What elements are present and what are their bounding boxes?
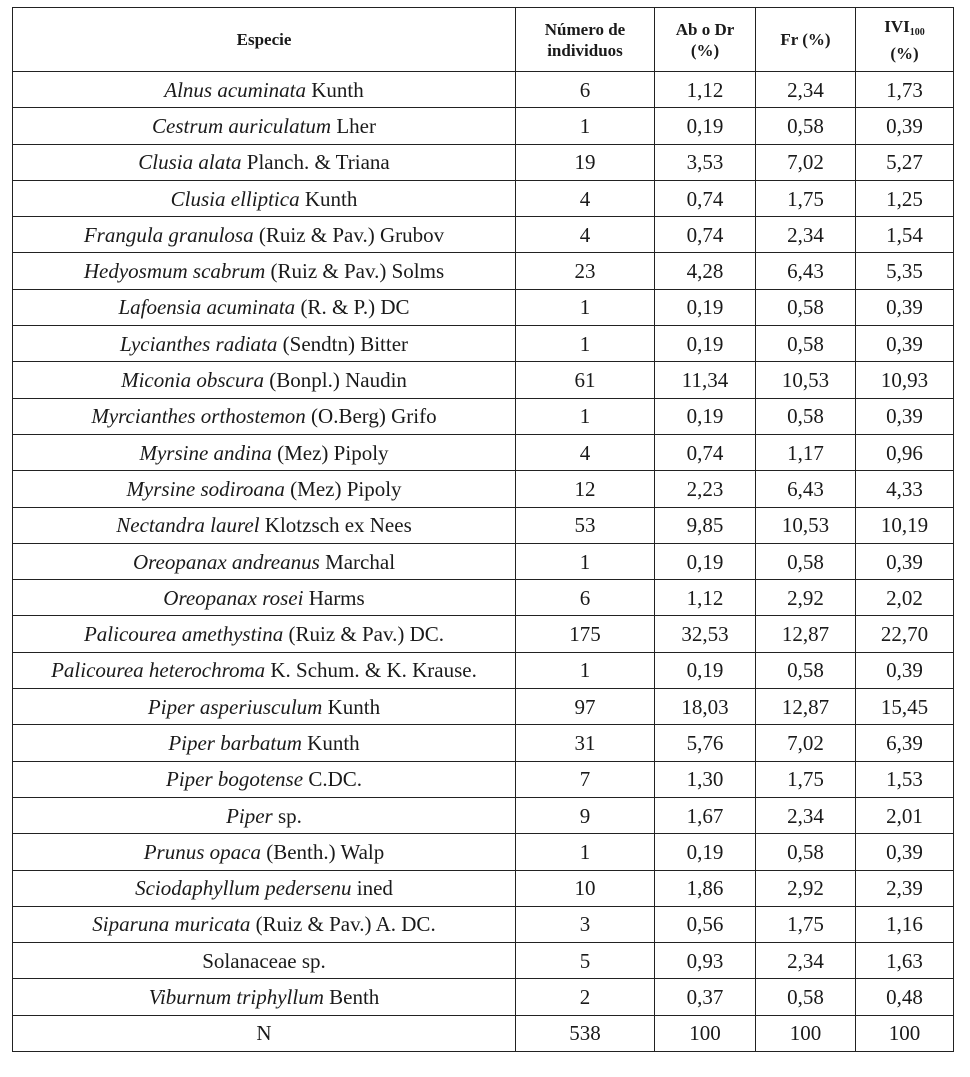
individuos-cell: 31 xyxy=(516,725,655,761)
species-italic-name: Oreopanax andreanus xyxy=(132,549,320,574)
species-italic-name: Miconia obscura xyxy=(121,368,264,393)
individuos-cell: 12 xyxy=(516,471,655,507)
species-author: Planch. & Triana xyxy=(241,150,390,175)
table-body xyxy=(13,72,954,1016)
species-author: Solanaceae sp. xyxy=(202,948,326,973)
ivi-cell: 0,39 xyxy=(856,289,954,325)
ab-dr-cell: 2,23 xyxy=(655,471,756,507)
table-row xyxy=(13,398,954,434)
ab-dr-cell: 1,12 xyxy=(655,580,756,616)
ab-dr-cell: 11,34 xyxy=(655,362,756,398)
individuos-cell: 7 xyxy=(516,761,655,797)
ab-dr-cell: 0,74 xyxy=(655,434,756,470)
species-italic-name: Clusia elliptica xyxy=(170,186,300,211)
ab-dr-cell: 1,86 xyxy=(655,870,756,906)
species-author: (O.Berg) Grifo xyxy=(305,404,437,429)
fr-cell: 0,58 xyxy=(756,398,856,434)
species-italic-name: Myrsine sodiroana xyxy=(126,476,285,501)
ab-dr-cell: 0,93 xyxy=(655,943,756,979)
total-label: N xyxy=(13,1015,516,1051)
species-italic-name: Lycianthes radiata xyxy=(119,331,278,356)
fr-cell: 6,43 xyxy=(756,471,856,507)
species-italic-name: Hedyosmum scabrum xyxy=(83,259,266,284)
species-name-cell xyxy=(13,979,516,1015)
species-name-cell xyxy=(13,434,516,470)
ivi-cell: 1,53 xyxy=(856,761,954,797)
individuos-cell: 97 xyxy=(516,689,655,725)
fr-cell: 2,34 xyxy=(756,72,856,108)
ivi-cell: 1,25 xyxy=(856,180,954,216)
ab-dr-cell: 0,37 xyxy=(655,979,756,1015)
table-row xyxy=(13,652,954,688)
ab-dr-cell: 1,12 xyxy=(655,72,756,108)
ab-dr-cell: 1,30 xyxy=(655,761,756,797)
individuos-cell: 9 xyxy=(516,797,655,833)
species-author: Harms xyxy=(303,585,365,610)
fr-cell: 1,75 xyxy=(756,761,856,797)
species-name-cell xyxy=(13,108,516,144)
header-especie xyxy=(13,8,516,72)
species-italic-name: Nectandra laurel xyxy=(116,513,260,538)
ab-dr-cell: 32,53 xyxy=(655,616,756,652)
fr-cell: 0,58 xyxy=(756,326,856,362)
fr-cell: 0,58 xyxy=(756,834,856,870)
header-especie-label: Especie xyxy=(236,30,292,49)
ivi-cell: 0,39 xyxy=(856,326,954,362)
species-italic-name: Lafoensia acuminata xyxy=(118,295,296,320)
fr-cell: 0,58 xyxy=(756,108,856,144)
species-author: (R. & P.) DC xyxy=(295,295,410,320)
species-author: Marchal xyxy=(319,549,396,574)
table-row xyxy=(13,689,954,725)
fr-cell: 1,75 xyxy=(756,906,856,942)
species-author: (Sendtn) Bitter xyxy=(277,331,409,356)
table-header xyxy=(13,8,954,72)
fr-cell: 6,43 xyxy=(756,253,856,289)
individuos-cell: 175 xyxy=(516,616,655,652)
species-name-cell xyxy=(13,834,516,870)
table-row xyxy=(13,834,954,870)
fr-cell: 1,75 xyxy=(756,180,856,216)
fr-cell: 0,58 xyxy=(756,289,856,325)
table-row xyxy=(13,326,954,362)
species-name-cell xyxy=(13,616,516,652)
fr-cell: 0,58 xyxy=(756,979,856,1015)
table-row xyxy=(13,362,954,398)
species-italic-name: Piper xyxy=(226,803,273,828)
species-name-cell xyxy=(13,761,516,797)
fr-cell: 1,17 xyxy=(756,434,856,470)
ab-dr-cell: 0,19 xyxy=(655,108,756,144)
fr-cell: 12,87 xyxy=(756,689,856,725)
species-name-cell xyxy=(13,326,516,362)
species-author: Kunth xyxy=(306,77,364,102)
species-italic-name: Piper bogotense xyxy=(166,767,304,792)
species-author: (Mez) Pipoly xyxy=(284,476,402,501)
ab-dr-cell: 3,53 xyxy=(655,144,756,180)
species-author: Klotzsch ex Nees xyxy=(259,513,412,538)
fr-cell: 7,02 xyxy=(756,725,856,761)
header-fr-label: Fr (%) xyxy=(780,30,831,49)
table-footer xyxy=(13,1015,954,1051)
fr-cell: 2,92 xyxy=(756,580,856,616)
individuos-cell: 3 xyxy=(516,906,655,942)
species-author: Kunth xyxy=(299,186,358,211)
header-ivi xyxy=(856,8,954,72)
total-fr: 100 xyxy=(756,1015,856,1051)
species-name-cell xyxy=(13,72,516,108)
ivi-cell: 2,01 xyxy=(856,797,954,833)
table-row xyxy=(13,507,954,543)
header-ab-dr xyxy=(655,8,756,72)
table-row xyxy=(13,580,954,616)
ab-dr-cell: 0,74 xyxy=(655,180,756,216)
ivi-cell: 0,39 xyxy=(856,543,954,579)
table-row xyxy=(13,906,954,942)
fr-cell: 2,34 xyxy=(756,797,856,833)
individuos-cell: 6 xyxy=(516,72,655,108)
individuos-cell: 1 xyxy=(516,398,655,434)
ivi-cell: 2,02 xyxy=(856,580,954,616)
species-italic-name: Siparuna muricata xyxy=(92,912,251,937)
individuos-cell: 4 xyxy=(516,180,655,216)
ivi-cell: 2,39 xyxy=(856,870,954,906)
header-ab-line2: (%) xyxy=(690,40,720,60)
species-author: Lher xyxy=(331,113,376,138)
header-numero-line1: Número de xyxy=(544,19,626,39)
species-author: ined xyxy=(351,876,393,901)
species-italic-name: Oreopanax rosei xyxy=(163,585,304,610)
species-author: (Ruiz & Pav.) A. DC. xyxy=(250,912,436,937)
header-ivi-sub: 100 xyxy=(909,26,925,38)
table-row xyxy=(13,870,954,906)
species-name-cell xyxy=(13,689,516,725)
ab-dr-cell: 0,56 xyxy=(655,906,756,942)
species-name-cell xyxy=(13,797,516,833)
fr-cell: 2,92 xyxy=(756,870,856,906)
individuos-cell: 1 xyxy=(516,289,655,325)
species-name-cell xyxy=(13,180,516,216)
ivi-cell: 0,39 xyxy=(856,834,954,870)
header-numero-individuos xyxy=(516,8,655,72)
species-author: (Ruiz & Pav.) DC. xyxy=(283,622,445,647)
ivi-cell: 15,45 xyxy=(856,689,954,725)
header-fr xyxy=(756,8,856,72)
ab-dr-cell: 9,85 xyxy=(655,507,756,543)
ab-dr-cell: 0,19 xyxy=(655,326,756,362)
fr-cell: 2,34 xyxy=(756,217,856,253)
individuos-cell: 10 xyxy=(516,870,655,906)
species-author: (Bonpl.) Naudin xyxy=(264,368,407,393)
fr-cell: 10,53 xyxy=(756,507,856,543)
species-italic-name: Sciodaphyllum pedersenu xyxy=(135,876,352,901)
table-row xyxy=(13,180,954,216)
individuos-cell: 4 xyxy=(516,217,655,253)
ivi-cell: 6,39 xyxy=(856,725,954,761)
ab-dr-cell: 0,19 xyxy=(655,834,756,870)
table-row xyxy=(13,289,954,325)
individuos-cell: 6 xyxy=(516,580,655,616)
species-italic-name: Cestrum auriculatum xyxy=(152,113,332,138)
ivi-cell: 0,39 xyxy=(856,108,954,144)
ivi-cell: 0,96 xyxy=(856,434,954,470)
ab-dr-cell: 1,67 xyxy=(655,797,756,833)
fr-cell: 2,34 xyxy=(756,943,856,979)
ab-dr-cell: 0,19 xyxy=(655,543,756,579)
species-italic-name: Myrsine andina xyxy=(139,440,272,465)
ab-dr-cell: 0,19 xyxy=(655,289,756,325)
table-row xyxy=(13,725,954,761)
species-name-cell xyxy=(13,253,516,289)
fr-cell: 12,87 xyxy=(756,616,856,652)
species-italic-name: Myrcianthes orthostemon xyxy=(91,404,306,429)
fr-cell: 0,58 xyxy=(756,652,856,688)
individuos-cell: 1 xyxy=(516,834,655,870)
ivi-cell: 1,54 xyxy=(856,217,954,253)
table-row xyxy=(13,144,954,180)
species-name-cell xyxy=(13,870,516,906)
species-name-cell xyxy=(13,217,516,253)
table-row xyxy=(13,108,954,144)
table-row xyxy=(13,471,954,507)
table-row xyxy=(13,761,954,797)
header-ab-line1: Ab o Dr xyxy=(675,19,735,39)
header-numero-line2: individuos xyxy=(547,40,623,60)
species-author: Benth xyxy=(323,985,380,1010)
species-name-cell xyxy=(13,362,516,398)
table-row xyxy=(13,543,954,579)
species-author: Kunth xyxy=(322,694,381,719)
table-row xyxy=(13,979,954,1015)
ivi-cell: 1,63 xyxy=(856,943,954,979)
total-ivi: 100 xyxy=(856,1015,954,1051)
species-name-cell xyxy=(13,580,516,616)
ivi-cell: 0,39 xyxy=(856,652,954,688)
species-italic-name: Palicourea amethystina xyxy=(83,622,284,647)
individuos-cell: 1 xyxy=(516,652,655,688)
individuos-cell: 2 xyxy=(516,979,655,1015)
species-name-cell xyxy=(13,943,516,979)
species-italic-name: Prunus opaca xyxy=(143,839,261,864)
table-row xyxy=(13,616,954,652)
header-ivi-line2: (%) xyxy=(890,43,919,63)
ivi-cell: 4,33 xyxy=(856,471,954,507)
individuos-cell: 1 xyxy=(516,543,655,579)
ab-dr-cell: 18,03 xyxy=(655,689,756,725)
individuos-cell: 23 xyxy=(516,253,655,289)
species-name-cell xyxy=(13,725,516,761)
table-row xyxy=(13,943,954,979)
species-name-cell xyxy=(13,471,516,507)
fr-cell: 10,53 xyxy=(756,362,856,398)
individuos-cell: 5 xyxy=(516,943,655,979)
table-row xyxy=(13,434,954,470)
species-name-cell xyxy=(13,289,516,325)
species-name-cell xyxy=(13,906,516,942)
species-name-cell xyxy=(13,398,516,434)
individuos-cell: 1 xyxy=(516,108,655,144)
individuos-cell: 61 xyxy=(516,362,655,398)
ivi-cell: 5,35 xyxy=(856,253,954,289)
ivi-cell: 22,70 xyxy=(856,616,954,652)
ab-dr-cell: 0,19 xyxy=(655,398,756,434)
individuos-cell: 19 xyxy=(516,144,655,180)
species-name-cell xyxy=(13,652,516,688)
total-row xyxy=(13,1015,954,1051)
individuos-cell: 4 xyxy=(516,434,655,470)
ivi-cell: 0,48 xyxy=(856,979,954,1015)
species-italic-name: Piper asperiusculum xyxy=(147,694,323,719)
species-author: sp. xyxy=(272,803,302,828)
ab-dr-cell: 5,76 xyxy=(655,725,756,761)
species-name-cell xyxy=(13,144,516,180)
ab-dr-cell: 4,28 xyxy=(655,253,756,289)
species-author: (Benth.) Walp xyxy=(260,839,385,864)
ivi-cell: 1,16 xyxy=(856,906,954,942)
species-italic-name: Frangula granulosa xyxy=(83,222,254,247)
species-author: K. Schum. & K. Krause. xyxy=(265,658,477,683)
species-italic-name: Piper barbatum xyxy=(168,730,302,755)
species-author: Kunth xyxy=(301,730,360,755)
table-row xyxy=(13,797,954,833)
fr-cell: 0,58 xyxy=(756,543,856,579)
species-author: (Ruiz & Pav.) Grubov xyxy=(253,222,445,247)
ivi-cell: 5,27 xyxy=(856,144,954,180)
table-row xyxy=(13,217,954,253)
ab-dr-cell: 0,19 xyxy=(655,652,756,688)
table-row xyxy=(13,72,954,108)
ivi-cell: 0,39 xyxy=(856,398,954,434)
individuos-cell: 53 xyxy=(516,507,655,543)
species-italic-name: Palicourea heterochroma xyxy=(51,658,266,683)
species-italic-name: Clusia alata xyxy=(138,150,242,175)
ivi-cell: 10,19 xyxy=(856,507,954,543)
ab-dr-cell: 0,74 xyxy=(655,217,756,253)
header-row xyxy=(13,8,954,72)
individuos-cell: 1 xyxy=(516,326,655,362)
fr-cell: 7,02 xyxy=(756,144,856,180)
species-author: (Mez) Pipoly xyxy=(271,440,389,465)
species-italic-name: Viburnum triphyllum xyxy=(148,985,324,1010)
species-name-cell xyxy=(13,507,516,543)
total-n: 538 xyxy=(516,1015,655,1051)
species-italic-name: Alnus acuminata xyxy=(164,77,306,102)
table-row xyxy=(13,253,954,289)
ivi-cell: 1,73 xyxy=(856,72,954,108)
header-ivi-main: IVI xyxy=(884,16,910,36)
species-table xyxy=(12,7,954,1052)
species-author: C.DC. xyxy=(303,767,362,792)
total-ab: 100 xyxy=(655,1015,756,1051)
species-name-cell xyxy=(13,543,516,579)
ivi-cell: 10,93 xyxy=(856,362,954,398)
species-author: (Ruiz & Pav.) Solms xyxy=(265,259,445,284)
